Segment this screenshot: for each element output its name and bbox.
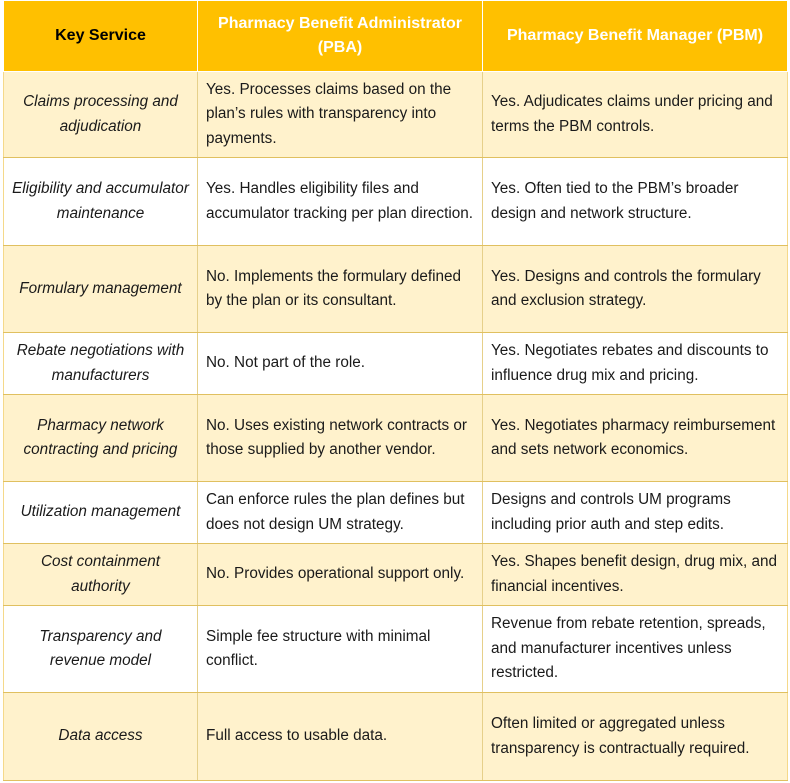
pbm-cell: Yes. Designs and controls the formulary and exclusion strategy. [483,246,788,333]
pbm-cell: Yes. Often tied to the PBM’s broader design and network structure. [483,158,788,246]
pba-cell: No. Implements the formulary defined by the plan or its consultant. [198,246,483,333]
table-row [4,606,788,693]
pba-cell: Yes. Handles eligibility files and accumulator tracking per plan direction. [198,158,483,246]
pba-cell: Simple fee structure with minimal conflict. [198,606,483,693]
pbm-cell: Often limited or aggregated unless transparency is contractually required. [483,693,788,781]
table-row [4,544,788,606]
comparison-table [3,0,788,781]
service-cell: Formulary management [4,246,198,333]
table-row [4,693,788,781]
pba-cell: No. Not part of the role. [198,333,483,395]
pbm-cell: Designs and controls UM programs including prior auth and step edits. [483,482,788,544]
pba-cell: No. Uses existing network contracts or those supplied by another vendor. [198,395,483,482]
service-cell: Rebate negotiations with manufacturers [4,333,198,395]
table-row [4,333,788,395]
table-row [4,246,788,333]
table-row [4,395,788,482]
table-row [4,72,788,158]
header-key-service: Key Service [4,1,198,72]
pbm-cell: Yes. Negotiates rebates and discounts to influence drug mix and pricing. [483,333,788,395]
service-cell: Data access [4,693,198,781]
service-cell: Pharmacy network contracting and pricing [4,395,198,482]
pbm-cell: Revenue from rebate retention, spreads, and manufacturer incentives unless restricted. [483,606,788,693]
service-cell: Transparency and revenue model [4,606,198,693]
pba-cell: Can enforce rules the plan defines but does not design UM strategy. [198,482,483,544]
pbm-cell: Yes. Adjudicates claims under pricing and terms the PBM controls. [483,72,788,158]
table-row [4,482,788,544]
header-pba: Pharmacy Benefit Administrator (PBA) [198,1,483,72]
header-pbm: Pharmacy Benefit Manager (PBM) [483,1,788,72]
pba-cell: No. Provides operational support only. [198,544,483,606]
service-cell: Eligibility and accumulator maintenance [4,158,198,246]
pbm-cell: Yes. Shapes benefit design, drug mix, and financial incentives. [483,544,788,606]
service-cell: Claims processing and adjudication [4,72,198,158]
pbm-cell: Yes. Negotiates pharmacy reimbursement and sets network economics. [483,395,788,482]
table-row [4,158,788,246]
service-cell: Cost containment authority [4,544,198,606]
pba-cell: Full access to usable data. [198,693,483,781]
pba-cell: Yes. Processes claims based on the plan’s rules with transparency into payments. [198,72,483,158]
service-cell: Utilization management [4,482,198,544]
header-row [4,1,788,72]
